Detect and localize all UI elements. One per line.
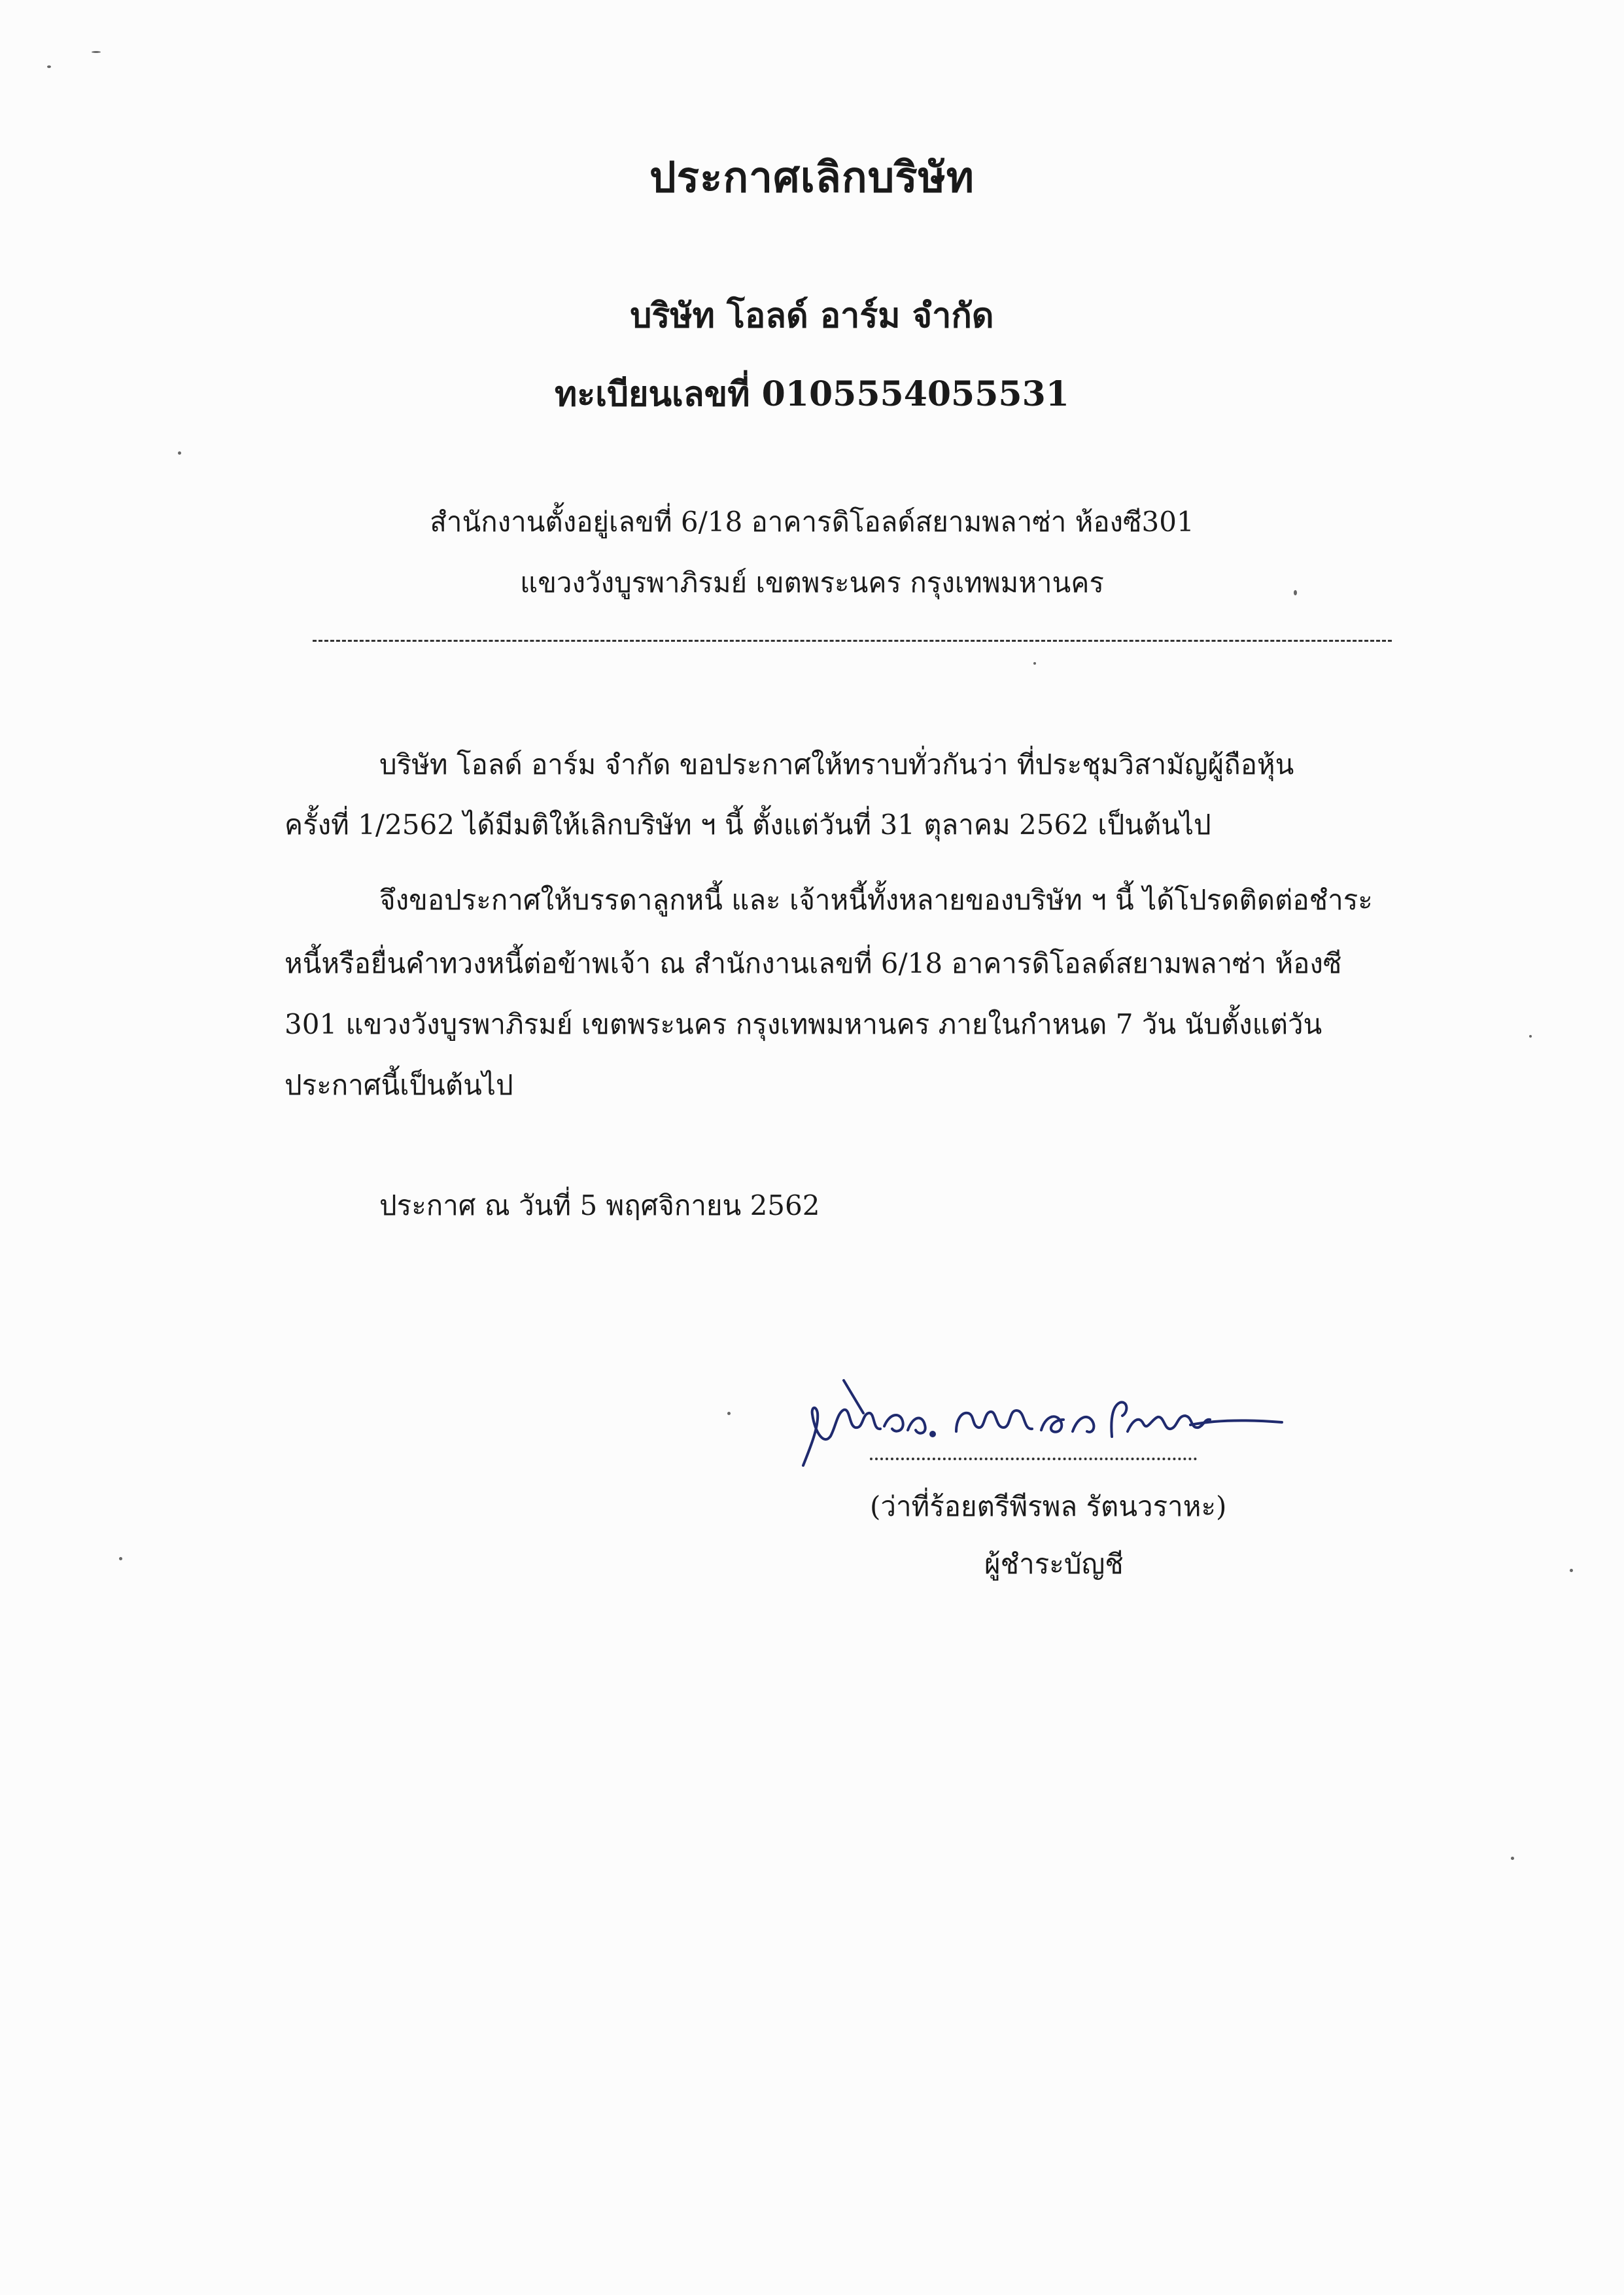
scan-speck: [178, 451, 181, 455]
body-paragraph-2-line-2: หนี้หรือยื่นคำทวงหนี้ต่อข้าพเจ้า ณ สำนักงานเลขที่ 6/18 อาคารดิโอลด์สยามพลาซ่า ห้องซี: [285, 947, 1342, 979]
scan-speck: [92, 51, 101, 53]
body-paragraph-1-line-1: บริษัท โอลด์ อาร์ม จำกัด ขอประกาศให้ทราบทั่วกันว่า ที่ประชุมวิสามัญผู้ถือหุ้น: [379, 748, 1294, 780]
company-name: บริษัท โอลด์ อาร์ม จำกัด: [630, 296, 994, 336]
document-title: ประกาศเลิกบริษัท: [649, 153, 975, 202]
scan-speck: [1529, 1035, 1532, 1038]
signatory-role: ผู้ชำระบัญชี: [984, 1548, 1124, 1580]
body-paragraph-2-line-1: จึงขอประกาศให้บรรดาลูกหนี้ และ เจ้าหนี้ทั้งหลายของบริษัท ฯ นี้ ได้โปรดติดต่อชำระ: [379, 884, 1373, 916]
announcement-date: ประกาศ ณ วันที่ 5 พฤศจิกายน 2562: [379, 1189, 820, 1221]
scan-speck: [1511, 1857, 1514, 1860]
dashed-divider: [313, 640, 1392, 642]
signatory-name: (ว่าที่ร้อยตรีพีรพล รัตนวราหะ): [870, 1490, 1227, 1522]
body-paragraph-2-line-3: 301 แขวงวังบูรพาภิรมย์ เขตพระนคร กรุงเทพมหานคร ภายในกำหนด 7 วัน นับตั้งแต่วัน: [285, 1008, 1322, 1040]
scan-speck: [47, 65, 51, 68]
body-paragraph-2-line-4: ประกาศนี้เป็นต้นไป: [285, 1069, 513, 1101]
registration-number: ทะเบียนเลขที่ 0105554055531: [555, 374, 1069, 414]
scan-speck: [727, 1412, 731, 1415]
scan-speck: [1570, 1569, 1573, 1572]
signature-dotted-line: [870, 1458, 1197, 1460]
handwritten-signature: [785, 1374, 1295, 1485]
body-paragraph-1-line-2: ครั้งที่ 1/2562 ได้มีมติให้เลิกบริษัท ฯ นี้ ตั้งแต่วันที่ 31 ตุลาคม 2562 เป็นต้นไป: [285, 809, 1211, 841]
office-address-line-2: แขวงวังบูรพาภิรมย์ เขตพระนคร กรุงเทพมหานคร: [520, 567, 1104, 599]
scan-speck: [119, 1557, 122, 1560]
scan-speck: [1294, 590, 1297, 595]
scan-speck: [1033, 662, 1036, 665]
office-address-line-1: สำนักงานตั้งอยู่เลขที่ 6/18 อาคารดิโอลด์สยามพลาซ่า ห้องซี301: [430, 506, 1194, 538]
